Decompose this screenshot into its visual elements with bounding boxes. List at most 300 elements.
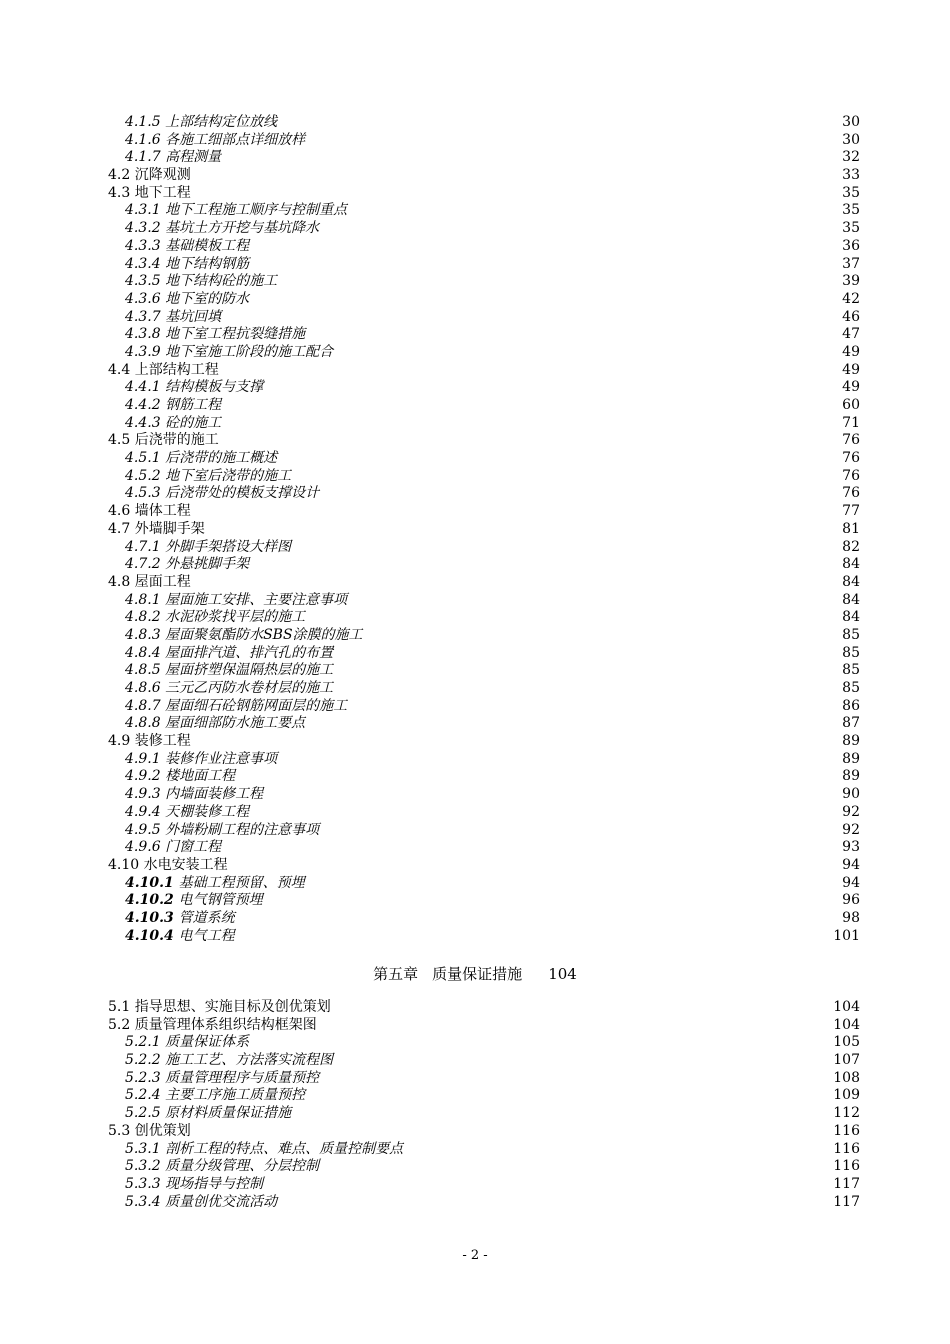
toc-entry-title [108,733,191,751]
toc-entry-title [125,485,319,503]
toc-entry-number: 5.2.4 [125,1087,161,1104]
toc-entry-text: 墙体工程 [134,503,191,520]
toc-entry [108,1070,860,1088]
toc-entry [108,114,860,132]
toc-entry [108,432,860,450]
toc-entry-text: 主要工序施工质量预控 [165,1087,306,1104]
toc-entry-title [108,521,205,539]
toc-entry-number: 4.3.3 [125,237,161,254]
toc-entry-text: 楼地面工程 [165,768,236,785]
toc-entry [108,645,860,663]
toc-entry-number: 5.3.2 [125,1158,161,1175]
toc-entry-title [125,202,347,220]
toc-entry-text: 上部结构定位放线 [165,114,278,130]
toc-entry-text: 地下结构砼的施工 [165,273,278,290]
toc-entry-text: 屋面工程 [134,573,191,590]
toc-entry [108,592,860,610]
toc-entry [108,309,860,327]
toc-entry-title [125,645,333,663]
toc-entry-text: 地下结构钢筋 [165,255,250,272]
toc-entry-title [125,1034,249,1052]
toc-entry [108,556,860,574]
toc-entry-page-number: 35 [842,220,860,237]
toc-entry-page-number: 84 [842,609,860,626]
toc-entry-title [125,1141,403,1159]
toc-entry-number: 4.2 [108,167,131,184]
toc-entry-title [125,1052,333,1070]
toc-entry-text: 现场指导与控制 [165,1175,264,1192]
toc-entry-page-number: 108 [833,1069,860,1086]
footer-page-number: - 2 - [462,1248,488,1263]
toc-entry-text: 地下工程 [134,184,191,201]
toc-entry-title [108,857,228,875]
toc-entry-number: 4.9.4 [125,803,161,820]
toc-entry-title [125,822,319,840]
toc-entry-text: 天棚装修工程 [165,803,250,820]
toc-entry-page-number: 39 [842,273,860,290]
toc-entry-title [125,539,291,557]
toc-entry-title [125,715,305,733]
toc-entry-page-number: 117 [833,1193,860,1210]
toc-entry-page-number: 89 [842,768,860,785]
toc-entry [108,892,860,910]
toc-entry-text: 地下室施工阶段的施工配合 [165,343,334,360]
toc-entry-text: 地下室的防水 [165,290,250,307]
toc-entry-text: 外墙粉刷工程的注意事项 [165,821,320,838]
toc-entry-page-number: 84 [842,591,860,608]
chapter-page-number: 104 [548,965,577,983]
toc-entry [108,857,860,875]
toc-entry-page-number: 85 [842,626,860,643]
toc-entry-title [125,326,305,344]
toc-entry-text: 施工工艺、方法落实流程图 [165,1052,334,1069]
toc-entry [108,450,860,468]
toc-entry-title [108,574,191,592]
toc-entry-text: 屋面施工安排、主要注意事项 [165,591,348,608]
toc-entry-page-number: 84 [842,573,860,590]
toc-entry-number: 4.5.2 [125,467,161,484]
toc-entry-number: 4.3.2 [125,220,161,237]
toc-entry-page-number: 49 [842,379,860,396]
toc-entry-title [125,149,221,167]
toc-entry-title [125,751,277,769]
toc-entry-number: 4.3.7 [125,308,161,325]
toc-entry [108,609,860,627]
toc-entry-title [108,167,191,185]
toc-entry-title [125,468,291,486]
toc-entry-number: 5.1 [108,999,131,1015]
toc-entry [108,521,860,539]
toc-entry-number: 5.2.3 [125,1069,161,1086]
toc-entry-text: 质量创优交流活动 [165,1193,278,1210]
toc-entry-title [125,273,277,291]
toc-entry-title [125,1105,291,1123]
toc-entry-number: 4.3.6 [125,290,161,307]
toc-entry-text: 剖析工程的特点、难点、质量控制要点 [165,1140,404,1157]
toc-entry-text: 质量保证体系 [165,1034,250,1051]
toc-entry-page-number: 104 [833,1016,860,1033]
toc-entry-title [125,309,221,327]
toc-entry-text: 基坑回填 [165,308,222,325]
toc-entry-page-number: 76 [842,450,860,467]
toc-entry-page-number: 116 [833,1158,860,1175]
toc-entry [108,220,860,238]
toc-entry [108,1052,860,1070]
toc-entry [108,804,860,822]
toc-entry [108,715,860,733]
toc-entry-number: 4.3 [108,184,131,201]
toc-entry-text: 基础工程预留、预埋 [178,874,305,891]
toc-entry-page-number: 35 [842,202,860,219]
toc-entry-number: 4.3.9 [125,343,161,360]
toc-entry [108,822,860,840]
toc-entry [108,202,860,220]
toc-entry-title [125,698,347,716]
toc-entry-text: 后浇带的施工 [134,432,219,449]
toc-entry-title [125,662,333,680]
toc-entry [108,397,860,415]
toc-entry-number: 4.8.5 [125,662,161,679]
toc-entry-title [125,786,263,804]
toc-entry-title [125,910,235,928]
toc-entry-title [125,114,277,132]
toc-entry [108,768,860,786]
toc-entry-text: 砼的施工 [165,414,222,431]
toc-entry-number: 4.8.4 [125,644,161,661]
toc-entry-page-number: 116 [833,1140,860,1157]
toc-entry [108,485,860,503]
toc-entry-number: 4.9.5 [125,821,161,838]
toc-entry-text: 钢筋工程 [165,397,222,413]
toc-entry-number: 5.2.5 [125,1105,161,1122]
toc-entry-title [125,609,305,627]
toc-entry-number: 4.1.7 [125,149,161,166]
toc-entry [108,503,860,521]
toc-entry [108,1034,860,1052]
toc-entry-text: 水泥砂浆找平层的施工 [165,609,306,626]
toc-entry-page-number: 76 [842,485,860,502]
toc-entry-number: 4.7.1 [125,538,161,555]
toc-entry [108,1123,860,1141]
toc-entry-text: 基坑土方开挖与基坑降水 [165,220,320,237]
toc-entry-title [125,592,347,610]
toc-entry-number: 5.2.1 [125,1034,161,1051]
toc-entry-title [125,839,221,857]
toc-entry-text: 后浇带处的模板支撑设计 [165,485,320,502]
toc-entry [108,999,860,1017]
toc-entry-number: 4.7.2 [125,556,161,573]
toc-entry [108,379,860,397]
toc-entry-text: 高程测量 [165,149,222,166]
toc-entry-page-number: 112 [833,1105,860,1122]
toc-entry [108,680,860,698]
toc-entry-page-number: 42 [842,290,860,307]
toc-entry [108,344,860,362]
toc-entry [108,167,860,185]
toc-entry-number: 5.3.3 [125,1175,161,1192]
toc-entry [108,291,860,309]
toc-entry-page-number: 85 [842,644,860,661]
toc-entry [108,751,860,769]
toc-entry [108,468,860,486]
toc-entry-number: 4.9.1 [125,750,161,767]
toc-entry-title [108,362,219,380]
toc-entry [108,698,860,716]
toc-entry-page-number: 85 [842,680,860,696]
toc-entry-number: 4.9 [108,733,131,750]
toc-entry-number: 4.3.8 [125,326,161,343]
toc-entry [108,928,860,946]
toc-entry-text: 各施工细部点详细放样 [165,131,306,148]
page-footer [0,1247,950,1265]
toc-entry-text: 屋面聚氨酯防水SBS涂膜的施工 [165,626,363,643]
toc-entry-page-number: 92 [842,821,860,838]
toc-entry-title [125,291,249,309]
toc-entry-page-number: 35 [842,184,860,201]
toc-entry [108,415,860,433]
toc-entry-title [125,1194,277,1212]
toc-entry-number: 4.10 [108,856,140,873]
toc-entry-text: 装修作业注意事项 [165,750,278,767]
toc-entry [108,256,860,274]
toc-entry [108,875,860,893]
chapter-label: 第五章 [373,965,419,983]
toc-entry-text: 沉降观测 [134,167,191,184]
toc-entry-page-number: 30 [842,114,860,130]
toc-entry-page-number: 30 [842,131,860,148]
toc-entry [108,539,860,557]
toc-entry-page-number: 96 [842,892,860,909]
toc-entry [108,627,860,645]
toc-entry-page-number: 89 [842,733,860,750]
toc-entry-text: 外墙脚手架 [134,520,205,537]
toc-entry-text: 装修工程 [134,733,191,750]
toc-entry-title [108,999,331,1017]
toc-entry [108,185,860,203]
toc-entry [108,238,860,256]
toc-entry-number: 4.9.2 [125,768,161,785]
toc-entry-page-number: 93 [842,839,860,856]
toc-entry-page-number: 85 [842,662,860,679]
toc-entry-page-number: 76 [842,467,860,484]
toc-entry-number: 4.4.3 [125,414,161,431]
toc-entry-number: 4.4.1 [125,379,161,396]
toc-entry-text: 上部结构工程 [134,361,219,378]
toc-entry-text: 管道系统 [178,909,235,926]
toc-entry-text: 屋面排汽道、排汽孔的布置 [165,644,334,661]
toc-entry-page-number: 49 [842,361,860,378]
toc-entry-title [108,185,191,203]
toc-entry-text: 基础模板工程 [165,237,250,254]
toc-entry-text: 结构模板与支撑 [165,379,264,396]
toc-entry-title [108,503,191,521]
toc-entry-title [125,344,333,362]
toc-entry-number: 4.8.6 [125,680,161,696]
toc-entry-number: 4.5.1 [125,450,161,467]
toc-entry-number: 5.3 [108,1122,131,1139]
toc-entry-text: 屋面细部防水施工要点 [165,715,306,732]
toc-entry-number: 4.4.2 [125,397,161,413]
toc-entry-page-number: 46 [842,308,860,325]
toc-entry-text: 地下室工程抗裂缝措施 [165,326,306,343]
toc-entry-title [125,1070,319,1088]
toc-entry-number: 4.8.3 [125,626,161,643]
table-of-contents-chapter-5 [108,999,860,1211]
toc-entry-page-number: 71 [842,414,860,431]
toc-entry-title [125,1087,305,1105]
toc-entry-title [125,928,235,946]
toc-entry-text: 指导思想、实施目标及创优策划 [134,999,331,1015]
toc-entry-number: 4.1.6 [125,131,161,148]
toc-entry-title [108,1017,317,1035]
toc-entry-text: 屋面细石砼钢筋网面层的施工 [165,697,348,714]
toc-entry-number: 5.2 [108,1016,131,1033]
toc-entry-text: 外悬挑脚手架 [165,556,250,573]
toc-entry-page-number: 87 [842,715,860,732]
toc-entry-number: 4.5 [108,432,131,449]
toc-entry [108,1176,860,1194]
toc-entry [108,1105,860,1123]
toc-entry-number: 4.9.3 [125,786,161,803]
toc-entry-text: 电气工程 [178,927,235,944]
toc-entry-page-number: 81 [842,520,860,537]
toc-entry [108,1087,860,1105]
toc-entry-title [125,556,249,574]
toc-entry-number: 4.9.6 [125,839,161,856]
toc-entry-text: 门窗工程 [165,839,222,856]
toc-entry-title [125,768,235,786]
toc-entry [108,910,860,928]
toc-entry-page-number: 107 [833,1052,860,1069]
toc-entry-number: 4.8.1 [125,591,161,608]
toc-entry [108,1017,860,1035]
toc-entry-number: 4.10.4 [125,927,174,944]
toc-entry-number: 4.1.5 [125,114,161,130]
toc-entry-number: 4.8.8 [125,715,161,732]
toc-entry-page-number: 60 [842,397,860,413]
toc-entry-number: 4.8 [108,573,131,590]
toc-entry-number: 4.6 [108,503,131,520]
toc-entry-page-number: 84 [842,556,860,573]
toc-entry-number: 4.7 [108,520,131,537]
toc-entry-number: 5.2.2 [125,1052,161,1069]
toc-entry-page-number: 117 [833,1175,860,1192]
toc-entry-number: 4.3.4 [125,255,161,272]
toc-entry-title [125,238,249,256]
toc-entry-number: 4.8.2 [125,609,161,626]
toc-entry [108,1194,860,1212]
toc-entry-title [125,415,221,433]
toc-entry-text: 屋面挤塑保温隔热层的施工 [165,662,334,679]
toc-entry-title [125,220,319,238]
table-of-contents-chapter-4 [108,114,860,945]
toc-entry-title [125,256,249,274]
toc-entry-page-number: 77 [842,503,860,520]
toc-entry-page-number: 36 [842,237,860,254]
toc-entry-text: 电气钢管预埋 [178,892,263,909]
toc-entry-title [125,1176,263,1194]
toc-entry-title [125,892,263,910]
toc-entry [108,574,860,592]
toc-entry-number: 4.4 [108,361,131,378]
toc-entry [108,662,860,680]
toc-entry-page-number: 86 [842,697,860,714]
toc-entry-title [125,132,305,150]
toc-entry-page-number: 116 [833,1122,860,1139]
toc-entry [108,1141,860,1159]
toc-entry-number: 5.3.1 [125,1140,161,1157]
toc-entry-page-number: 92 [842,803,860,820]
toc-entry-page-number: 94 [842,874,860,891]
chapter-title: 质量保证措施 [432,965,523,983]
toc-entry-page-number: 76 [842,432,860,449]
toc-entry-page-number: 98 [842,909,860,926]
toc-entry-title [125,875,305,893]
toc-entry-text: 三元乙丙防水卷材层的施工 [165,680,334,696]
toc-entry [108,839,860,857]
toc-entry-number: 4.3.1 [125,202,161,219]
toc-entry-text: 地下工程施工顺序与控制重点 [165,202,348,219]
toc-entry-number: 4.8.7 [125,697,161,714]
toc-entry-title [108,1123,191,1141]
toc-entry-number: 4.3.5 [125,273,161,290]
toc-entry-page-number: 89 [842,750,860,767]
toc-entry [108,733,860,751]
toc-entry-title [108,432,219,450]
toc-entry [108,1158,860,1176]
toc-entry-text: 内墙面装修工程 [165,786,264,803]
toc-entry-text: 创优策划 [134,1122,191,1139]
toc-entry-title [125,1158,319,1176]
toc-entry-number: 4.10.1 [125,874,174,891]
toc-entry-text: 质量分级管理、分层控制 [165,1158,320,1175]
toc-entry-number: 4.10.3 [125,909,174,926]
toc-entry-page-number: 101 [833,927,860,944]
toc-entry-text: 水电安装工程 [143,856,228,873]
toc-entry-page-number: 90 [842,786,860,803]
toc-entry-title [125,397,221,415]
toc-entry-title [125,450,277,468]
toc-entry [108,362,860,380]
toc-entry-text: 原材料质量保证措施 [165,1105,292,1122]
toc-entry-page-number: 82 [842,538,860,555]
toc-entry-page-number: 33 [842,167,860,184]
toc-entry-number: 5.3.4 [125,1193,161,1210]
toc-entry-title [125,379,263,397]
toc-entry-number: 4.10.2 [125,892,174,909]
toc-entry-page-number: 104 [833,999,860,1015]
toc-entry-text: 质量管理程序与质量预控 [165,1069,320,1086]
toc-entry [108,326,860,344]
toc-entry-page-number: 49 [842,343,860,360]
toc-entry-number: 4.5.3 [125,485,161,502]
toc-entry-title [125,804,249,822]
toc-entry [108,149,860,167]
toc-entry-page-number: 94 [842,856,860,873]
toc-entry-text: 后浇带的施工概述 [165,450,278,467]
toc-entry [108,132,860,150]
toc-entry-title [125,627,363,645]
toc-entry-page-number: 105 [833,1034,860,1051]
toc-entry-text: 外脚手架搭设大样图 [165,538,292,555]
toc-entry [108,273,860,291]
toc-entry-title [125,680,333,698]
toc-entry-text: 地下室后浇带的施工 [165,467,292,484]
toc-entry-page-number: 37 [842,255,860,272]
toc-entry-text: 质量管理体系组织结构框架图 [134,1016,317,1033]
chapter-heading [0,964,950,984]
toc-entry-page-number: 109 [833,1087,860,1104]
